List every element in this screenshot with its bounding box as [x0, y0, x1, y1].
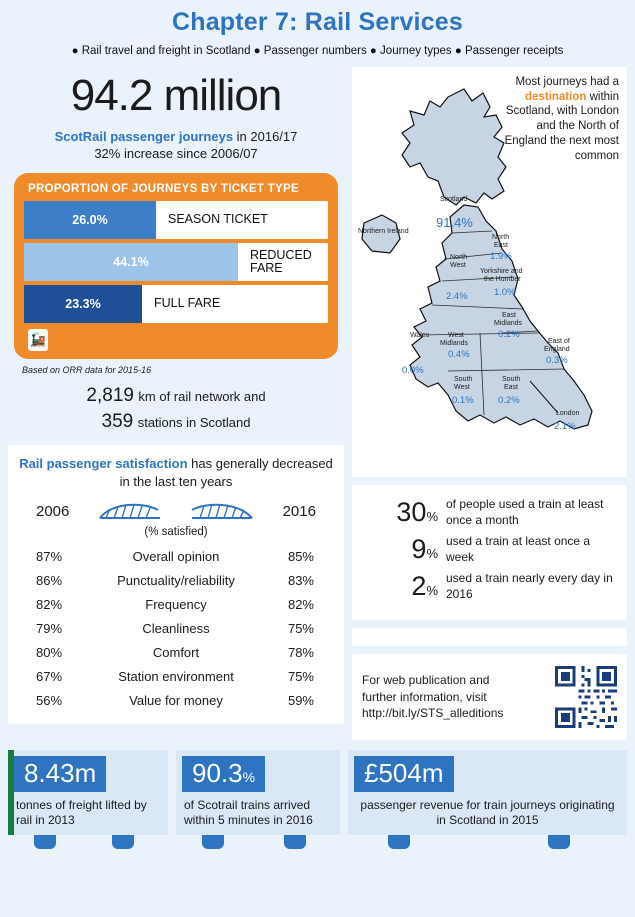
map-value-east-of-england: 0.3% [546, 355, 568, 366]
punctuality-value [182, 756, 265, 792]
map-note-highlight: destination [525, 90, 587, 103]
table-row [18, 688, 334, 712]
map-value-south-east: 0.2% [498, 395, 520, 406]
map-value-east-midlands: 0.2% [498, 329, 520, 340]
bottom-stats [0, 750, 635, 835]
map-label-south-west: South [454, 376, 473, 383]
satisfaction-2006-value: 87% [36, 548, 63, 564]
main-columns [0, 67, 635, 740]
destination-map-panel [352, 67, 627, 477]
revenue-text: passenger revenue for train journeys originating in Scotland in 2015 [360, 797, 615, 828]
map-value-wales: 0.0% [402, 365, 424, 376]
web-text [362, 672, 547, 722]
satisfaction-2016-value: 75% [287, 620, 314, 636]
satisfaction-metric-label: Frequency [145, 596, 207, 612]
map-label-east-of-england: East of [548, 338, 570, 345]
satisfaction-headline [18, 455, 334, 490]
table-row [18, 640, 334, 664]
usage-percent-sign: % [426, 583, 438, 598]
revenue-value: £504m [354, 756, 454, 792]
ticket-chart-note: Based on ORR data for 2015-16 [22, 365, 152, 375]
usage-percent-sign: % [426, 509, 438, 524]
ticket-bar-value: 23.3% [24, 285, 142, 323]
map-label-northern-ireland: Northern Ireland [358, 228, 409, 235]
page-subtitle: ● Rail travel and freight in Scotland ● Passenger numbers ● Journey types ● Passenger receipts [71, 45, 564, 57]
satisfaction-year-left: 2006 [36, 502, 70, 520]
map-label-south-east-2: East [504, 384, 519, 391]
usage-number: 2 [411, 571, 427, 601]
freight-value: 8.43m [14, 756, 106, 792]
bridge-icon [190, 500, 254, 522]
table-row [18, 568, 334, 592]
map-label-east-of-england-2: England [544, 346, 570, 353]
satisfaction-2016-value: 75% [287, 668, 314, 684]
bridge-icon [98, 500, 162, 522]
map-label-north-east: North [492, 234, 510, 241]
map-label-west-midlands: West [448, 332, 464, 339]
bottom-stat-revenue [348, 750, 627, 835]
uk-map [352, 81, 611, 473]
satisfaction-metric-label: Overall opinion [132, 548, 220, 564]
satisfaction-2006-value: 56% [36, 692, 63, 708]
qr-code-icon[interactable] [555, 666, 617, 728]
ticket-bar-value: 44.1% [24, 243, 238, 281]
satisfaction-year-row [18, 500, 334, 522]
map-label-south-east: South [502, 376, 521, 383]
satisfaction-metric-label: Value for money [129, 692, 223, 708]
train-wheels [348, 835, 627, 849]
map-region-scotland [402, 89, 506, 205]
map-value-west-midlands: 0.4% [448, 349, 470, 360]
headline-stat [8, 67, 344, 161]
map-label-east-midlands: East [502, 312, 517, 319]
train-usage-panel [352, 485, 627, 620]
satisfaction-2006-value: 79% [36, 620, 63, 636]
network-km [8, 385, 344, 407]
satisfaction-headline-line2: in the last ten years [119, 473, 233, 489]
map-label-scotland: Scotland [440, 196, 468, 203]
headline-value: 94.2 million [70, 71, 282, 120]
bottom-stat-punctuality [176, 750, 340, 835]
punctuality-text: of Scotrail trains arrived within 5 minutes in 2016 [184, 797, 313, 828]
network-km-text: km of rail network and [138, 389, 266, 404]
panel-divider [352, 628, 627, 646]
satisfaction-2016-value: 85% [287, 548, 314, 564]
ticket-type-chart [14, 173, 338, 359]
satisfaction-year-right: 2016 [282, 502, 316, 520]
satisfaction-panel [8, 445, 344, 724]
web-url[interactable]: http://bit.ly/STS_alleditions [362, 706, 504, 721]
punctuality-number: 90.3 [192, 758, 243, 788]
usage-figure [362, 497, 446, 528]
headline-lead [8, 129, 344, 144]
map-label-north-west: North [450, 254, 468, 261]
map-label-london: London [556, 410, 580, 417]
map-value-yorkshire: 1.0% [494, 287, 516, 298]
table-row [18, 544, 334, 568]
satisfaction-note: (% satisfied) [144, 526, 208, 539]
satisfaction-2016-value: 78% [287, 644, 314, 660]
usage-figure [362, 571, 446, 602]
ticket-bar-value: 26.0% [24, 201, 156, 239]
web-line-2: further information, visit [362, 689, 487, 704]
map-label-north-east-2: East [494, 242, 509, 249]
satisfaction-2016-value: 59% [287, 692, 314, 708]
map-value-scotland: 91.4% [436, 215, 473, 230]
web-line-1: For web publication and [362, 673, 490, 688]
map-value-london: 2.1% [554, 421, 576, 432]
train-icon: 🚂 [28, 329, 48, 351]
train-wheels [176, 835, 340, 849]
map-value-north-west: 2.4% [446, 291, 468, 302]
freight-text: tonnes of freight lifted by rail in 2013 [16, 797, 147, 828]
network-stations-text: stations in Scotland [137, 415, 251, 430]
usage-row [362, 534, 617, 565]
map-value-south-west: 0.1% [452, 395, 474, 406]
ticket-bar-row [24, 285, 328, 323]
table-row [18, 616, 334, 640]
map-label-yorkshire: Yorkshire and [480, 268, 523, 275]
header [0, 0, 635, 57]
headline-sub: 32% increase since 2006/07 [94, 146, 258, 161]
bottom-stat-freight [8, 750, 168, 835]
usage-row [362, 497, 617, 528]
usage-percent-sign: % [426, 546, 438, 561]
usage-text: used a train at least once a week [446, 534, 591, 564]
page-title: Chapter 7: Rail Services [171, 8, 464, 36]
table-row [18, 664, 334, 688]
satisfaction-headline-highlight: Rail passenger satisfaction [19, 456, 188, 471]
network-stations-value: 359 [101, 411, 134, 432]
map-label-east-midlands-2: Midlands [494, 320, 523, 327]
punctuality-percent: % [242, 769, 256, 785]
usage-number: 9 [411, 534, 427, 564]
ticket-bar-row [24, 243, 328, 281]
satisfaction-2006-value: 82% [36, 596, 63, 612]
ticket-bar-label: FULL FARE [142, 285, 328, 323]
satisfaction-metric-label: Punctuality/reliability [117, 572, 235, 588]
usage-text: used a train nearly every day in 2016 [446, 571, 613, 601]
satisfaction-2016-value: 83% [287, 572, 314, 588]
satisfaction-2006-value: 86% [36, 572, 63, 588]
satisfaction-2006-value: 67% [36, 668, 63, 684]
ticket-bar-row [24, 201, 328, 239]
train-wheels [8, 835, 168, 849]
map-note-pre: Most journeys had a [515, 76, 619, 88]
satisfaction-2016-value: 82% [287, 596, 314, 612]
ticket-chart-title: PROPORTION OF JOURNEYS BY TICKET TYPE [28, 183, 299, 195]
network-stations [8, 411, 344, 433]
map-label-south-west-2: West [454, 384, 470, 391]
usage-number: 30 [396, 497, 427, 527]
satisfaction-2006-value: 80% [36, 644, 63, 660]
network-stats [8, 385, 344, 433]
web-publication-panel [352, 654, 627, 740]
satisfaction-metric-label: Station environment [118, 668, 234, 684]
usage-text: of people used a train at least once a month [446, 497, 604, 527]
map-label-wales: Wales [410, 332, 430, 339]
left-column [8, 67, 344, 740]
satisfaction-metric-label: Cleanliness [142, 620, 210, 636]
table-row [18, 592, 334, 616]
satisfaction-table [18, 544, 334, 712]
network-km-value: 2,819 [86, 385, 134, 406]
headline-lead-rest: in 2016/17 [233, 129, 298, 144]
map-note-post: within Scotland, with London and the North of England the next most common [504, 90, 619, 162]
headline-lead-highlight: ScotRail passenger journeys [54, 129, 234, 144]
map-label-north-west-2: West [450, 262, 466, 269]
usage-figure [362, 534, 446, 565]
map-value-north-east: 1.9% [490, 251, 512, 262]
ticket-bar-label: SEASON TICKET [156, 201, 328, 239]
satisfaction-metric-label: Comfort [152, 644, 200, 660]
satisfaction-headline-rest: has generally decreased [187, 456, 333, 471]
right-column [352, 67, 627, 740]
map-label-yorkshire-2: the Humber [484, 276, 521, 283]
map-label-west-midlands-2: Midlands [440, 340, 469, 347]
usage-row [362, 571, 617, 602]
green-accent [8, 750, 14, 835]
ticket-bar-label: REDUCED FARE [238, 243, 328, 281]
